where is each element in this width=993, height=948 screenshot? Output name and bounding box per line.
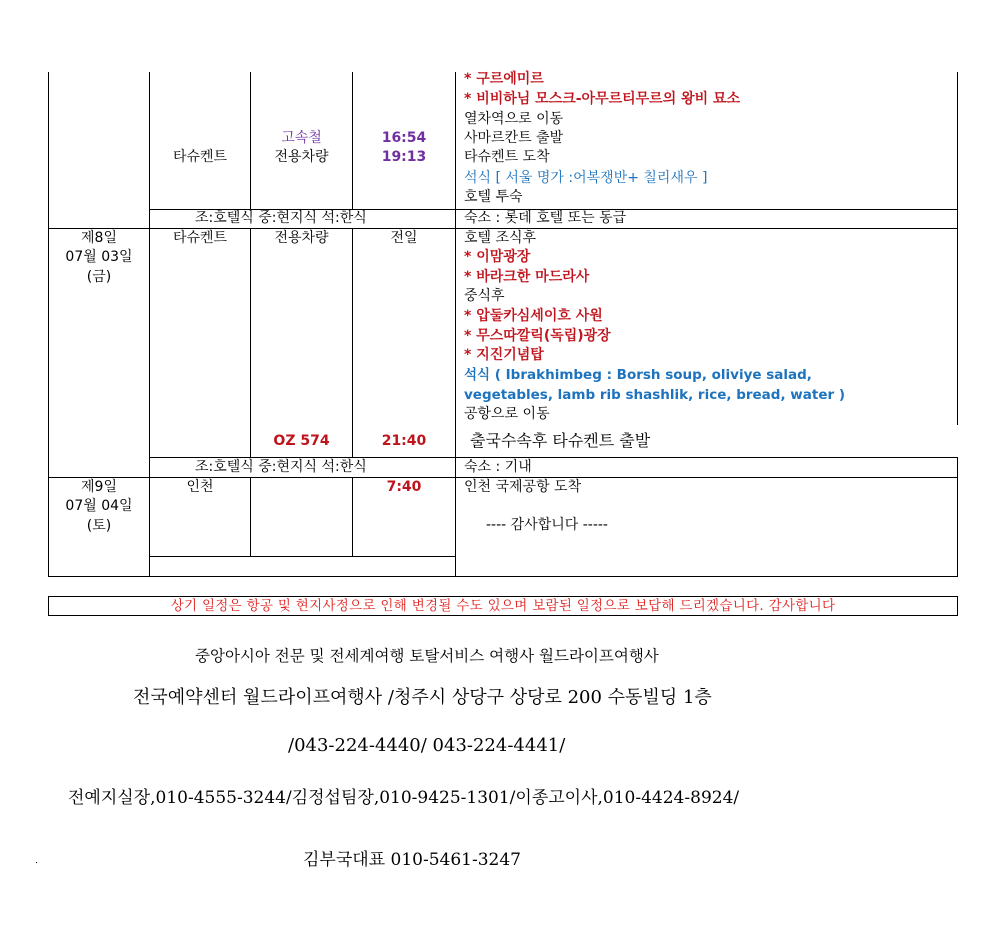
day8-weekday: (금) bbox=[86, 269, 112, 285]
table-border-right bbox=[957, 457, 958, 577]
day7-transport-car: 전용차량 bbox=[274, 149, 329, 165]
day9-arrival: 인천 국제공항 도착 bbox=[464, 479, 582, 495]
day9-date: 07월 04일 bbox=[65, 498, 133, 514]
day8-day: 제8일 bbox=[81, 230, 117, 246]
day8-departure-note: 출국수속후 타슈켄트 출발 bbox=[470, 431, 651, 450]
detail-line: 석식 [ 서울 명가 :어복쟁반+ 칠리새우 ] bbox=[464, 170, 708, 186]
detail-line: 호텔 조식후 bbox=[464, 230, 537, 246]
day7-place: 타슈켄트 bbox=[172, 149, 228, 165]
detail-line: * 압둘카심세이흐 사원 bbox=[464, 308, 603, 324]
day8-meals: 조:호텔식 중:현지식 석:한식 bbox=[195, 459, 367, 475]
detail-line: * 구르에미르 bbox=[464, 71, 544, 87]
col-divider-transport bbox=[250, 229, 251, 457]
detail-line: vegetables, lamb rib shashlik, rice, bread, water ) bbox=[464, 387, 845, 403]
detail-line: 타슈켄트 도착 bbox=[464, 149, 550, 165]
day7-lodging: 숙소 : 롯데 호텔 또는 동급 bbox=[464, 210, 627, 226]
day7-time-arrive: 19:13 bbox=[381, 149, 427, 165]
detail-line: * 바라크한 마드라사 bbox=[464, 269, 590, 285]
detail-line: 사마르칸트 출발 bbox=[464, 130, 564, 146]
day8-flight-time: 21:40 bbox=[381, 433, 427, 449]
day7-meals: 조:호텔식 중:현지식 석:한식 bbox=[195, 210, 367, 226]
footer-tagline: 중앙아시아 전문 및 전세계여행 토탈서비스 여행사 월드라이프여행사 bbox=[195, 647, 659, 665]
day7-time-depart: 16:54 bbox=[381, 130, 427, 146]
day8-lodging: 숙소 : 기내 bbox=[464, 459, 532, 475]
col-divider-transport bbox=[250, 477, 251, 556]
day8-time: 전일 bbox=[390, 230, 418, 246]
day9-weekday: (토) bbox=[86, 518, 112, 534]
detail-line: 열차역으로 이동 bbox=[464, 111, 564, 127]
notice-banner: 상기 일정은 항공 및 현지사정으로 인해 변경될 수도 있으며 보람된 일정으로 보답해 드리겠습니다. 감사합니다 bbox=[48, 596, 958, 616]
footer-address: 전국예약센터 월드라이프여행사 /청주시 상당구 상당로 200 수동빌딩 1층 bbox=[133, 687, 712, 708]
detail-line: 호텔 투숙 bbox=[464, 189, 523, 205]
footer-ceo: 김부국대표 010-5461-3247 bbox=[303, 850, 521, 870]
day8-transport: 전용차량 bbox=[274, 230, 329, 246]
day9-thanks: ---- 감사합니다 ----- bbox=[486, 517, 608, 533]
footer-contacts: 전예지실장,010-4555-3244/김정섭팀장,010-9425-1301/이종고이사,010-4424-8924/ bbox=[68, 788, 740, 808]
table-border-bottom bbox=[48, 576, 958, 577]
row-divider bbox=[149, 556, 455, 557]
col-divider-time bbox=[352, 229, 353, 457]
detail-line: * 비비하님 모스크-아무르티무르의 왕비 묘소 bbox=[464, 91, 741, 107]
day9-place: 인천 bbox=[186, 479, 214, 495]
day8-date: 07월 03일 bbox=[65, 249, 133, 265]
col-divider-details bbox=[455, 72, 456, 577]
table-border-right bbox=[957, 72, 958, 425]
day8-place: 타슈켄트 bbox=[172, 230, 228, 246]
stray-dot bbox=[36, 862, 37, 863]
day7-transport-train: 고속철 bbox=[281, 130, 322, 146]
footer-phone: /043-224-4440/ 043-224-4441/ bbox=[288, 735, 566, 756]
day9-time: 7:40 bbox=[386, 479, 422, 495]
day9-day: 제9일 bbox=[81, 479, 117, 495]
detail-line: * 이맘광장 bbox=[464, 249, 531, 265]
detail-line: 중식후 bbox=[464, 288, 505, 304]
detail-line: 석식 ( Ibrakhimbeg : Borsh soup, oliviye salad, bbox=[464, 367, 812, 383]
detail-line: * 지진기념탑 bbox=[464, 347, 544, 363]
day8-flight-number: OZ 574 bbox=[273, 433, 330, 449]
detail-line: 공항으로 이동 bbox=[464, 406, 550, 422]
detail-line: * 무스따깔릭(독립)광장 bbox=[464, 328, 611, 344]
